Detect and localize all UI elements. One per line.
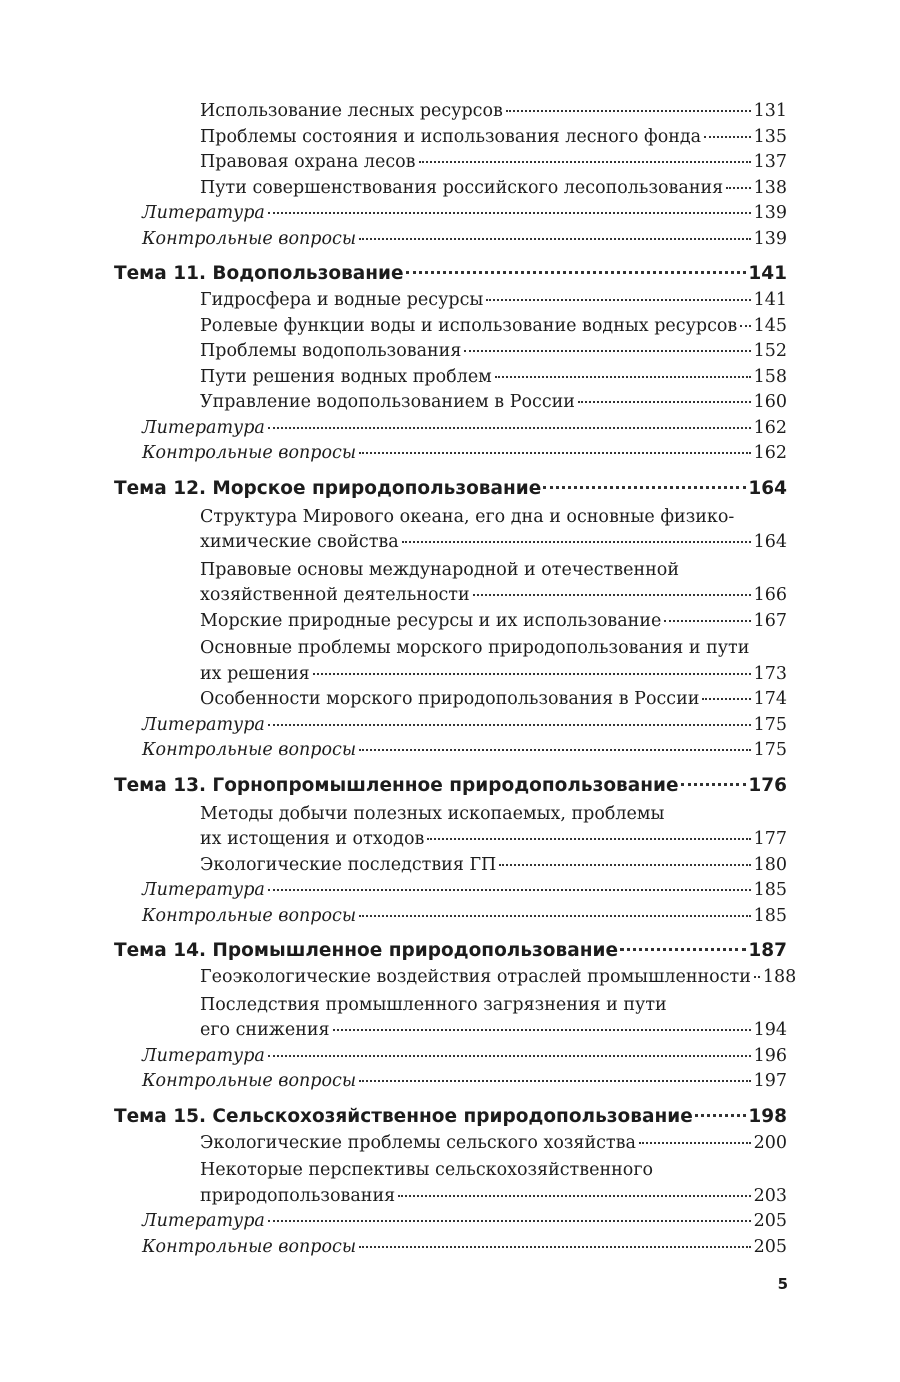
dot-leader [427,838,750,840]
toc-entry[interactable] [114,687,787,713]
entry-title-first-line: Некоторые перспективы сельскохозяйственного [200,1160,654,1180]
dot-leader [681,783,747,786]
dot-leader [359,1246,751,1248]
dot-leader [333,1029,751,1031]
toc-entry[interactable] [114,150,787,176]
toc-literature-entry[interactable] [114,441,787,467]
entry-title: Контрольные вопросы [142,443,357,463]
page-ref: 175 [753,740,787,760]
dot-leader [639,1142,751,1144]
page-ref: 131 [753,101,787,121]
entry-title: Контрольные вопросы [142,1071,357,1091]
entry-title: Проблемы водопользования [200,341,462,361]
dot-leader [704,136,750,138]
entry-title-first-line: Последствия промышленного загрязнения и пути [200,994,667,1015]
toc-literature-entry[interactable] [114,416,787,442]
toc-entry[interactable] [114,365,787,391]
toc-entry-multiline[interactable] [114,558,787,609]
page-ref: 138 [753,177,787,198]
toc-entry-multiline[interactable] [114,802,787,853]
dot-leader [268,1220,751,1222]
toc-entry-multiline[interactable] [114,1158,787,1209]
toc-entry[interactable] [114,314,787,340]
dot-leader [359,1080,751,1082]
toc-entry[interactable] [114,1018,787,1044]
page-ref: 185 [753,905,787,926]
entry-title: Тема 13. Горнопромышленное природопользование [114,774,679,796]
toc-entry[interactable] [114,288,787,314]
entry-title: Морские природные ресурсы и их использование [200,610,662,631]
toc-topic-entry[interactable] [114,475,787,503]
toc-topic-entry[interactable] [114,937,787,965]
toc-literature-entry[interactable] [114,1044,787,1070]
page-ref: 145 [753,315,787,336]
dot-leader [486,299,750,301]
dot-leader [754,976,760,978]
page-ref: 164 [748,477,787,499]
page-ref: 175 [753,714,787,735]
entry-title: Пути решения водных проблем [200,366,492,387]
dot-leader [268,889,751,891]
toc-topic-entry[interactable] [114,1103,787,1131]
entry-title: Литература [142,1211,265,1231]
page-ref: 152 [753,341,787,361]
entry-title: Литература [142,880,265,900]
dot-leader [268,427,751,429]
dot-leader [419,161,751,163]
page-ref: 173 [753,663,787,684]
dot-leader [740,325,750,327]
entry-title: Тема 11. Водопользование [114,263,404,284]
page-ref: 205 [753,1236,787,1257]
dot-leader [406,271,747,274]
dot-leader [359,238,751,240]
toc-entry[interactable] [114,965,797,991]
toc-entry-multiline[interactable] [114,636,787,687]
entry-title: Особенности морского природопользования в России [200,689,700,709]
toc-literature-entry[interactable] [114,1235,787,1261]
page-ref: 185 [753,880,787,900]
entry-title: Использование лесных ресурсов [200,101,503,121]
page-ref: 174 [753,689,787,709]
entry-title: Проблемы состояния и использования лесного фонда [200,126,702,147]
page-ref: 167 [753,610,787,631]
entry-title: Пути совершенствования российского лесопользования [200,177,724,198]
entry-title: Тема 12. Морское природопользование [114,477,542,499]
toc-entry[interactable] [114,125,787,151]
toc-literature-entry[interactable] [114,738,787,764]
entry-title: его снижения [200,1020,330,1040]
dot-leader [268,212,751,214]
toc-topic-entry[interactable] [114,772,787,800]
dot-leader [398,1195,750,1197]
entry-title: хозяйственной деятельности [200,585,470,605]
dot-leader [268,724,751,726]
page-ref: 139 [753,203,787,223]
dot-leader [506,110,751,112]
page-ref: 196 [753,1045,787,1066]
entry-title: их решения [200,663,310,684]
dot-leader [359,452,751,454]
toc-entry[interactable] [114,390,787,416]
page-number: 5 [777,1275,788,1293]
entry-title: химические свойства [200,532,399,552]
entry-title: Контрольные вопросы [142,740,357,760]
dot-leader [664,620,750,622]
toc-entry[interactable] [114,1131,787,1157]
toc-entry[interactable] [114,339,787,365]
page-ref: 200 [753,1132,787,1153]
entry-title-first-line: Структура Мирового океана, его дна и основные физико- [200,506,735,527]
dot-leader [268,1055,751,1057]
entry-title-first-line: Правовые основы международной и отечественной [200,559,679,580]
page-ref: 194 [753,1020,787,1040]
entry-title: Гидросфера и водные ресурсы [200,290,484,310]
entry-title: Литература [142,1045,265,1066]
entry-title: Тема 14. Промышленное природопользование [114,940,618,961]
page-ref: 198 [748,1105,787,1127]
toc-literature-entry[interactable] [114,227,787,253]
dot-leader [402,541,751,543]
page-ref: 177 [753,829,787,849]
page-ref: 139 [753,228,787,249]
dot-leader [726,187,750,189]
page-ref: 141 [748,263,787,284]
entry-title-first-line: Методы добычи полезных ископаемых, проблемы [200,803,665,824]
toc-entry[interactable] [114,99,787,125]
dot-leader [620,948,746,951]
toc-entry[interactable] [114,583,787,609]
entry-title: Контрольные вопросы [142,905,357,926]
toc-literature-entry[interactable] [114,878,787,904]
page-ref: 158 [753,366,787,387]
page-ref: 137 [753,152,787,172]
toc-literature-entry[interactable] [114,1209,787,1235]
page-ref: 203 [753,1185,787,1206]
page-ref: 164 [753,532,787,552]
entry-title: природопользования [200,1185,396,1206]
page-ref: 197 [753,1071,787,1091]
page-ref: 187 [748,940,787,961]
page-ref: 141 [753,290,787,310]
table-of-contents [114,99,797,1260]
toc-entry[interactable] [114,609,787,635]
entry-title-first-line: Основные проблемы морского природопользования и пути [200,638,750,658]
page-ref: 135 [753,126,787,147]
entry-title: Литература [142,714,265,735]
entry-title: Контрольные вопросы [142,228,357,249]
toc-literature-entry[interactable] [114,201,787,227]
page-ref: 162 [753,417,787,438]
entry-title: Литература [142,417,265,438]
toc-entry[interactable] [114,827,787,853]
entry-title: Экологические последствия ГП [200,854,497,875]
toc-entry[interactable] [114,176,787,202]
entry-title: Тема 15. Сельскохозяйственное природопользование [114,1105,693,1127]
toc-entry[interactable] [114,853,787,879]
dot-leader [543,486,746,489]
entry-title: их истощения и отходов [200,829,425,849]
entry-title: Экологические проблемы сельского хозяйства [200,1132,636,1153]
dot-leader [464,350,750,352]
page-ref: 166 [753,585,787,605]
toc-entry[interactable] [114,662,787,688]
entry-title: Контрольные вопросы [142,1236,357,1257]
toc-entry[interactable] [114,530,787,556]
entry-title: Литература [142,203,265,223]
toc-literature-entry[interactable] [114,1069,787,1095]
entry-title: Геоэкологические воздействия отраслей промышленности [200,967,751,987]
dot-leader [495,376,751,378]
toc-entry[interactable] [114,1184,787,1210]
dot-leader [359,915,751,917]
toc-topic-entry[interactable] [114,260,787,288]
dot-leader [499,864,750,866]
entry-title: Ролевые функции воды и использование водных ресурсов [200,315,738,336]
dot-leader [359,749,751,751]
dot-leader [702,698,750,700]
toc-literature-entry[interactable] [114,904,787,930]
page-ref: 188 [762,967,797,987]
page-ref: 180 [753,854,787,875]
page-ref: 205 [753,1211,787,1231]
entry-title: Управление водопользованием в России [200,392,575,412]
dot-leader [695,1114,747,1117]
dot-leader [473,594,751,596]
toc-entry-multiline[interactable] [114,993,787,1044]
dot-leader [313,673,751,675]
page-ref: 162 [753,443,787,463]
toc-literature-entry[interactable] [114,713,787,739]
toc-entry-multiline[interactable] [114,505,787,556]
page-ref: 176 [748,774,787,796]
dot-leader [578,401,751,403]
page-ref: 160 [753,392,787,412]
entry-title: Правовая охрана лесов [200,152,416,172]
